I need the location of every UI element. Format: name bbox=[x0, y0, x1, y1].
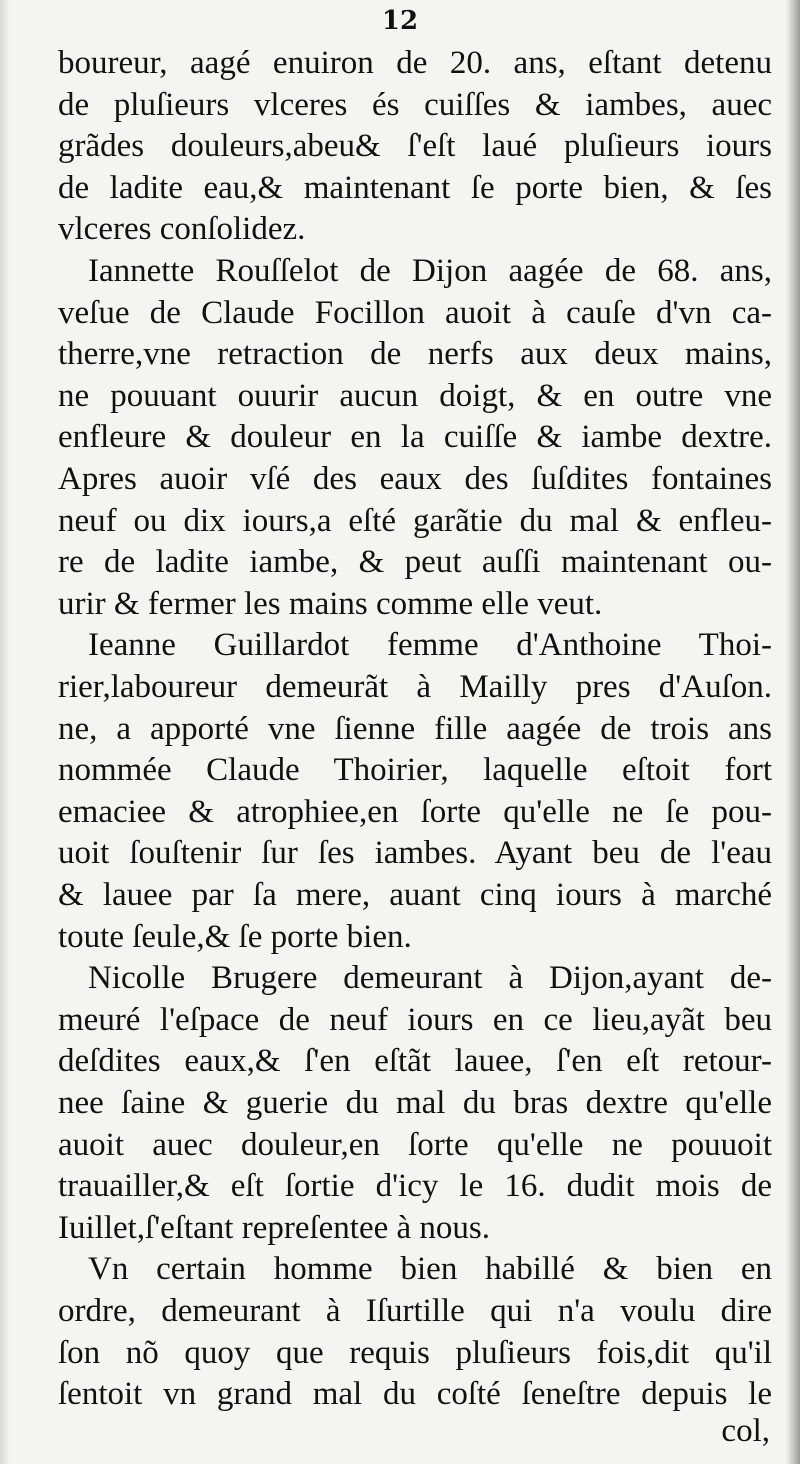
text-line: therre,vne retraction de nerfs aux deux mains, bbox=[58, 336, 772, 373]
text-line: emaciee & atrophiee,en ſorte qu'elle ne ſe pou- bbox=[58, 793, 772, 830]
text-line: Iuillet,ſ'eſtant repreſentee à nous. bbox=[58, 1209, 491, 1246]
text-line: Iannette Rouſſelot de Dijon aagée de 68. ans, bbox=[88, 253, 772, 289]
text-line: de ladite eau,& maintenant ſe porte bien, & ſes bbox=[58, 169, 772, 206]
text-line: Apres auoir vſé des eaux des ſuſdites fontaines bbox=[58, 461, 772, 497]
text-line: & lauee par ſa mere, auant cinq iours à marché bbox=[58, 877, 772, 913]
text-line: deſdites eaux,& ſ'en eſtãt lauee, ſ'en eſt retour- bbox=[58, 1043, 772, 1080]
page-number: 12 bbox=[381, 6, 419, 36]
text-line: veſue de Claude Focillon auoit à cauſe d'vn ca- bbox=[58, 294, 772, 331]
text-line: vlceres conſolidez. bbox=[58, 211, 306, 248]
text-line: neuf ou dix iours,a eſté garãtie du mal & enfleu- bbox=[58, 502, 772, 539]
text-line: nee ſaine & guerie du mal du bras dextre qu'elle bbox=[58, 1085, 772, 1121]
text-line: de pluſieurs vlceres és cuiſſes & iambes, auec bbox=[58, 86, 772, 123]
text-line: Vn certain homme bien habillé & bien en bbox=[88, 1251, 772, 1288]
text-line: grãdes douleurs,abeu& ſ'eſt laué pluſieurs iours bbox=[58, 128, 772, 165]
text-line: boureur, aagé enuiron de 20. ans, eſtant detenu bbox=[58, 45, 772, 81]
catchword: col, bbox=[721, 1413, 770, 1449]
text-line: trauailler,& eſt ſortie d'icy le 16. dudit mois de bbox=[58, 1168, 772, 1205]
text-line: urir & fermer les mains comme elle veut. bbox=[58, 585, 603, 622]
page-gutter-shadow bbox=[0, 0, 10, 1464]
text-line: meuré l'eſpace de neuf iours en ce lieu,ayãt beu bbox=[58, 1001, 772, 1038]
text-line: ne, a apporté vne ſienne fille aagée de trois ans bbox=[58, 710, 772, 747]
text-line: rier,laboureur demeurãt à Mailly pres d'Auſon. bbox=[58, 669, 772, 705]
text-line: enfleure & douleur en la cuiſſe & iambe dextre. bbox=[58, 419, 772, 456]
page-edge-shadow bbox=[786, 0, 800, 1464]
text-line: ſon nõ quoy que requis pluſieurs fois,dit qu'il bbox=[58, 1334, 772, 1371]
text-line: Ieanne Guillardot femme d'Anthoine Thoi- bbox=[88, 627, 772, 664]
text-line: nommée Claude Thoirier, laquelle eſtoit fort bbox=[58, 752, 772, 789]
text-line: Nicolle Brugere demeurant à Dijon,ayant de- bbox=[88, 960, 772, 997]
text-line: ſentoit vn grand mal du coſté ſeneſtre depuis le bbox=[58, 1376, 772, 1413]
text-line: toute ſeule,& ſe porte bien. bbox=[58, 918, 412, 955]
text-line: ne pouuant ouurir aucun doigt, & en outre vne bbox=[58, 377, 772, 414]
text-line: uoit ſouſtenir ſur ſes iambes. Ayant beu de l'eau bbox=[58, 835, 772, 872]
text-line: auoit auec douleur,en ſorte qu'elle ne pouuoit bbox=[58, 1126, 772, 1163]
text-line: ordre, demeurant à Iſurtille qui n'a voulu dire bbox=[58, 1293, 772, 1329]
text-line: re de ladite iambe, & peut auſſi maintenant ou- bbox=[58, 544, 772, 581]
